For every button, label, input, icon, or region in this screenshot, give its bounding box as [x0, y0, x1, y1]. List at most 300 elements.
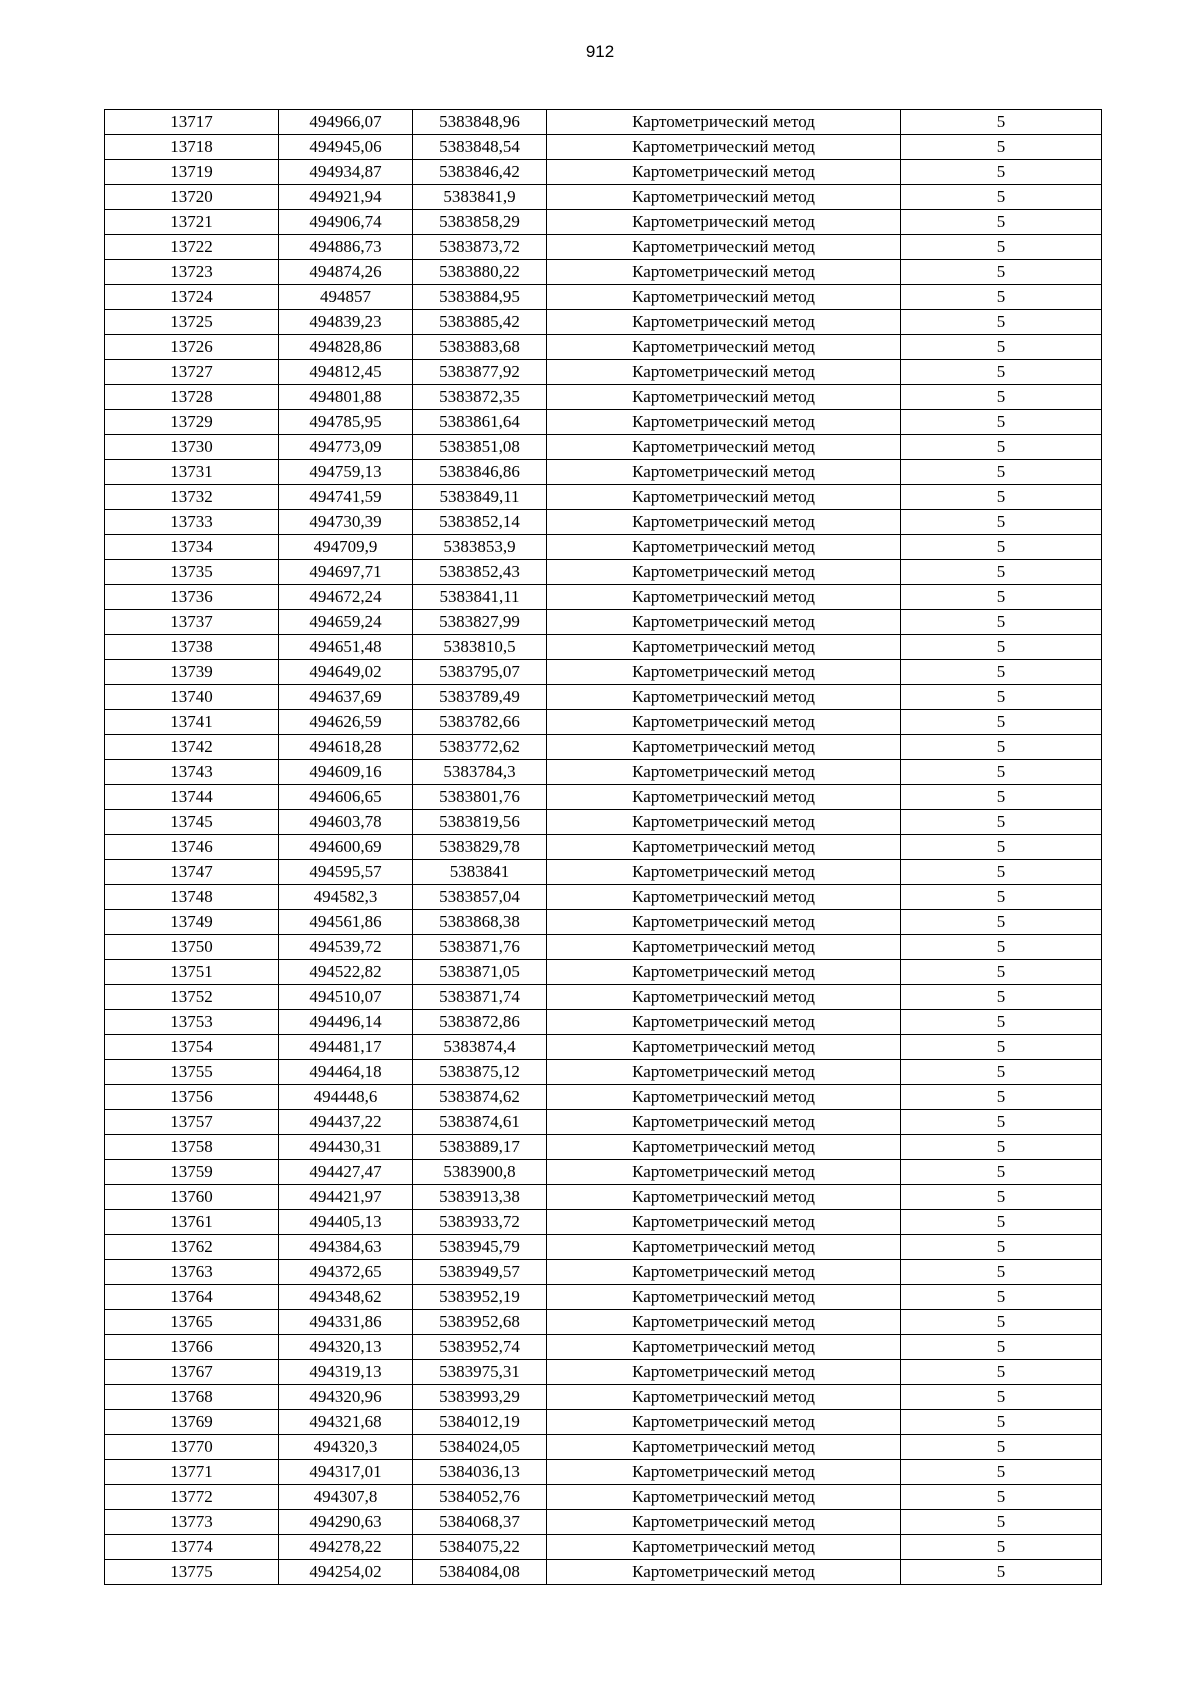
y-coordinate-cell: 5383975,31 — [413, 1360, 547, 1385]
accuracy-cell: 5 — [901, 110, 1102, 135]
x-coordinate-cell: 494496,14 — [279, 1010, 413, 1035]
x-coordinate-cell: 494886,73 — [279, 235, 413, 260]
table-row — [105, 185, 1102, 210]
point-number-cell: 13733 — [105, 510, 279, 535]
method-cell: Картометрический метод — [547, 185, 901, 210]
accuracy-cell: 5 — [901, 385, 1102, 410]
x-coordinate-cell: 494522,82 — [279, 960, 413, 985]
x-coordinate-cell: 494906,74 — [279, 210, 413, 235]
point-number-cell: 13722 — [105, 235, 279, 260]
point-number-cell: 13751 — [105, 960, 279, 985]
table-row — [105, 560, 1102, 585]
table-row — [105, 710, 1102, 735]
table-row — [105, 1185, 1102, 1210]
accuracy-cell: 5 — [901, 285, 1102, 310]
y-coordinate-cell: 5383846,42 — [413, 160, 547, 185]
accuracy-cell: 5 — [901, 985, 1102, 1010]
method-cell: Картометрический метод — [547, 1035, 901, 1060]
y-coordinate-cell: 5383871,05 — [413, 960, 547, 985]
table-row — [105, 1460, 1102, 1485]
method-cell: Картометрический метод — [547, 910, 901, 935]
accuracy-cell: 5 — [901, 460, 1102, 485]
y-coordinate-cell: 5383853,9 — [413, 535, 547, 560]
x-coordinate-cell: 494945,06 — [279, 135, 413, 160]
accuracy-cell: 5 — [901, 810, 1102, 835]
method-cell: Картометрический метод — [547, 510, 901, 535]
method-cell: Картометрический метод — [547, 810, 901, 835]
y-coordinate-cell: 5383848,96 — [413, 110, 547, 135]
y-coordinate-cell: 5383857,04 — [413, 885, 547, 910]
accuracy-cell: 5 — [901, 660, 1102, 685]
x-coordinate-cell: 494384,63 — [279, 1235, 413, 1260]
accuracy-cell: 5 — [901, 1210, 1102, 1235]
point-number-cell: 13741 — [105, 710, 279, 735]
y-coordinate-cell: 5384012,19 — [413, 1410, 547, 1435]
point-number-cell: 13734 — [105, 535, 279, 560]
table-row — [105, 1210, 1102, 1235]
x-coordinate-cell: 494649,02 — [279, 660, 413, 685]
method-cell: Картометрический метод — [547, 385, 901, 410]
x-coordinate-cell: 494421,97 — [279, 1185, 413, 1210]
point-number-cell: 13766 — [105, 1335, 279, 1360]
accuracy-cell: 5 — [901, 735, 1102, 760]
point-number-cell: 13769 — [105, 1410, 279, 1435]
x-coordinate-cell: 494254,02 — [279, 1560, 413, 1585]
accuracy-cell: 5 — [901, 1410, 1102, 1435]
point-number-cell: 13729 — [105, 410, 279, 435]
point-number-cell: 13736 — [105, 585, 279, 610]
x-coordinate-cell: 494730,39 — [279, 510, 413, 535]
table-row — [105, 685, 1102, 710]
x-coordinate-cell: 494372,65 — [279, 1260, 413, 1285]
table-row — [105, 310, 1102, 335]
table-row — [105, 160, 1102, 185]
y-coordinate-cell: 5383851,08 — [413, 435, 547, 460]
method-cell: Картометрический метод — [547, 1535, 901, 1560]
y-coordinate-cell: 5384036,13 — [413, 1460, 547, 1485]
y-coordinate-cell: 5383933,72 — [413, 1210, 547, 1235]
method-cell: Картометрический метод — [547, 735, 901, 760]
y-coordinate-cell: 5383874,61 — [413, 1110, 547, 1135]
x-coordinate-cell: 494741,59 — [279, 485, 413, 510]
method-cell: Картометрический метод — [547, 1385, 901, 1410]
method-cell: Картометрический метод — [547, 935, 901, 960]
x-coordinate-cell: 494437,22 — [279, 1110, 413, 1135]
x-coordinate-cell: 494773,09 — [279, 435, 413, 460]
method-cell: Картометрический метод — [547, 1485, 901, 1510]
point-number-cell: 13768 — [105, 1385, 279, 1410]
table-row — [105, 110, 1102, 135]
x-coordinate-cell: 494430,31 — [279, 1135, 413, 1160]
point-number-cell: 13752 — [105, 985, 279, 1010]
method-cell: Картометрический метод — [547, 1160, 901, 1185]
method-cell: Картометрический метод — [547, 1135, 901, 1160]
method-cell: Картометрический метод — [547, 710, 901, 735]
method-cell: Картометрический метод — [547, 285, 901, 310]
method-cell: Картометрический метод — [547, 1560, 901, 1585]
x-coordinate-cell: 494510,07 — [279, 985, 413, 1010]
table-row — [105, 960, 1102, 985]
point-number-cell: 13718 — [105, 135, 279, 160]
x-coordinate-cell: 494966,07 — [279, 110, 413, 135]
table-row — [105, 735, 1102, 760]
table-row — [105, 1410, 1102, 1435]
accuracy-cell: 5 — [901, 560, 1102, 585]
point-number-cell: 13721 — [105, 210, 279, 235]
y-coordinate-cell: 5383789,49 — [413, 685, 547, 710]
point-number-cell: 13749 — [105, 910, 279, 935]
accuracy-cell: 5 — [901, 785, 1102, 810]
y-coordinate-cell: 5383913,38 — [413, 1185, 547, 1210]
y-coordinate-cell: 5383900,8 — [413, 1160, 547, 1185]
point-number-cell: 13726 — [105, 335, 279, 360]
table-row — [105, 1485, 1102, 1510]
table-row — [105, 860, 1102, 885]
point-number-cell: 13717 — [105, 110, 279, 135]
table-row — [105, 235, 1102, 260]
x-coordinate-cell: 494348,62 — [279, 1285, 413, 1310]
x-coordinate-cell: 494561,86 — [279, 910, 413, 935]
x-coordinate-cell: 494857 — [279, 285, 413, 310]
x-coordinate-cell: 494828,86 — [279, 335, 413, 360]
accuracy-cell: 5 — [901, 1110, 1102, 1135]
accuracy-cell: 5 — [901, 760, 1102, 785]
y-coordinate-cell: 5383884,95 — [413, 285, 547, 310]
point-number-cell: 13758 — [105, 1135, 279, 1160]
y-coordinate-cell: 5384052,76 — [413, 1485, 547, 1510]
point-number-cell: 13756 — [105, 1085, 279, 1110]
accuracy-cell: 5 — [901, 1510, 1102, 1535]
y-coordinate-cell: 5383872,35 — [413, 385, 547, 410]
accuracy-cell: 5 — [901, 510, 1102, 535]
table-row — [105, 285, 1102, 310]
method-cell: Картометрический метод — [547, 985, 901, 1010]
accuracy-cell: 5 — [901, 1360, 1102, 1385]
method-cell: Картометрический метод — [547, 860, 901, 885]
x-coordinate-cell: 494317,01 — [279, 1460, 413, 1485]
x-coordinate-cell: 494600,69 — [279, 835, 413, 860]
point-number-cell: 13739 — [105, 660, 279, 685]
y-coordinate-cell: 5383880,22 — [413, 260, 547, 285]
table-row — [105, 835, 1102, 860]
method-cell: Картометрический метод — [547, 160, 901, 185]
method-cell: Картометрический метод — [547, 660, 901, 685]
table-row — [105, 460, 1102, 485]
y-coordinate-cell: 5383801,76 — [413, 785, 547, 810]
x-coordinate-cell: 494618,28 — [279, 735, 413, 760]
y-coordinate-cell: 5383848,54 — [413, 135, 547, 160]
point-number-cell: 13745 — [105, 810, 279, 835]
method-cell: Картометрический метод — [547, 260, 901, 285]
table-row — [105, 1435, 1102, 1460]
method-cell: Картометрический метод — [547, 110, 901, 135]
method-cell: Картометрический метод — [547, 1185, 901, 1210]
y-coordinate-cell: 5384075,22 — [413, 1535, 547, 1560]
y-coordinate-cell: 5383772,62 — [413, 735, 547, 760]
method-cell: Картометрический метод — [547, 1435, 901, 1460]
table-row — [105, 1335, 1102, 1360]
table-row — [105, 1035, 1102, 1060]
y-coordinate-cell: 5383827,99 — [413, 610, 547, 635]
y-coordinate-cell: 5383873,72 — [413, 235, 547, 260]
method-cell: Картометрический метод — [547, 1510, 901, 1535]
point-number-cell: 13750 — [105, 935, 279, 960]
point-number-cell: 13740 — [105, 685, 279, 710]
x-coordinate-cell: 494320,3 — [279, 1435, 413, 1460]
x-coordinate-cell: 494321,68 — [279, 1410, 413, 1435]
x-coordinate-cell: 494481,17 — [279, 1035, 413, 1060]
table-row — [105, 885, 1102, 910]
point-number-cell: 13742 — [105, 735, 279, 760]
method-cell: Картометрический метод — [547, 1235, 901, 1260]
y-coordinate-cell: 5384068,37 — [413, 1510, 547, 1535]
accuracy-cell: 5 — [901, 1535, 1102, 1560]
y-coordinate-cell: 5383945,79 — [413, 1235, 547, 1260]
accuracy-cell: 5 — [901, 1010, 1102, 1035]
x-coordinate-cell: 494539,72 — [279, 935, 413, 960]
accuracy-cell: 5 — [901, 535, 1102, 560]
x-coordinate-cell: 494709,9 — [279, 535, 413, 560]
accuracy-cell: 5 — [901, 910, 1102, 935]
accuracy-cell: 5 — [901, 185, 1102, 210]
x-coordinate-cell: 494934,87 — [279, 160, 413, 185]
table-row — [105, 635, 1102, 660]
method-cell: Картометрический метод — [547, 585, 901, 610]
table-row — [105, 1510, 1102, 1535]
table-row — [105, 585, 1102, 610]
point-number-cell: 13719 — [105, 160, 279, 185]
point-number-cell: 13760 — [105, 1185, 279, 1210]
table-row — [105, 810, 1102, 835]
point-number-cell: 13728 — [105, 385, 279, 410]
table-row — [105, 1260, 1102, 1285]
method-cell: Картометрический метод — [547, 885, 901, 910]
table-row — [105, 1110, 1102, 1135]
method-cell: Картометрический метод — [547, 335, 901, 360]
method-cell: Картометрический метод — [547, 460, 901, 485]
table-row — [105, 910, 1102, 935]
accuracy-cell: 5 — [901, 1260, 1102, 1285]
x-coordinate-cell: 494637,69 — [279, 685, 413, 710]
y-coordinate-cell: 5384084,08 — [413, 1560, 547, 1585]
point-number-cell: 13757 — [105, 1110, 279, 1135]
point-number-cell: 13761 — [105, 1210, 279, 1235]
x-coordinate-cell: 494448,6 — [279, 1085, 413, 1110]
accuracy-cell: 5 — [901, 160, 1102, 185]
x-coordinate-cell: 494319,13 — [279, 1360, 413, 1385]
accuracy-cell: 5 — [901, 710, 1102, 735]
method-cell: Картометрический метод — [547, 1335, 901, 1360]
accuracy-cell: 5 — [901, 1460, 1102, 1485]
table-row — [105, 1560, 1102, 1585]
point-number-cell: 13753 — [105, 1010, 279, 1035]
table-row — [105, 210, 1102, 235]
point-number-cell: 13763 — [105, 1260, 279, 1285]
y-coordinate-cell: 5383952,74 — [413, 1335, 547, 1360]
point-number-cell: 13755 — [105, 1060, 279, 1085]
y-coordinate-cell: 5383868,38 — [413, 910, 547, 935]
coordinates-table — [104, 109, 1102, 1585]
method-cell: Картометрический метод — [547, 1410, 901, 1435]
accuracy-cell: 5 — [901, 1435, 1102, 1460]
method-cell: Картометрический метод — [547, 760, 901, 785]
x-coordinate-cell: 494659,24 — [279, 610, 413, 635]
point-number-cell: 13735 — [105, 560, 279, 585]
method-cell: Картометрический метод — [547, 1110, 901, 1135]
table-row — [105, 1085, 1102, 1110]
accuracy-cell: 5 — [901, 260, 1102, 285]
x-coordinate-cell: 494606,65 — [279, 785, 413, 810]
y-coordinate-cell: 5383877,92 — [413, 360, 547, 385]
table-row — [105, 360, 1102, 385]
method-cell: Картометрический метод — [547, 835, 901, 860]
table-row — [105, 1535, 1102, 1560]
table-row — [105, 785, 1102, 810]
x-coordinate-cell: 494290,63 — [279, 1510, 413, 1535]
x-coordinate-cell: 494405,13 — [279, 1210, 413, 1235]
accuracy-cell: 5 — [901, 885, 1102, 910]
point-number-cell: 13773 — [105, 1510, 279, 1535]
x-coordinate-cell: 494307,8 — [279, 1485, 413, 1510]
point-number-cell: 13747 — [105, 860, 279, 885]
x-coordinate-cell: 494651,48 — [279, 635, 413, 660]
accuracy-cell: 5 — [901, 410, 1102, 435]
method-cell: Картометрический метод — [547, 360, 901, 385]
y-coordinate-cell: 5383871,74 — [413, 985, 547, 1010]
table-row — [105, 410, 1102, 435]
point-number-cell: 13770 — [105, 1435, 279, 1460]
y-coordinate-cell: 5383871,76 — [413, 935, 547, 960]
accuracy-cell: 5 — [901, 485, 1102, 510]
y-coordinate-cell: 5383889,17 — [413, 1135, 547, 1160]
table-row — [105, 1060, 1102, 1085]
x-coordinate-cell: 494582,3 — [279, 885, 413, 910]
accuracy-cell: 5 — [901, 1285, 1102, 1310]
y-coordinate-cell: 5383861,64 — [413, 410, 547, 435]
table-row — [105, 535, 1102, 560]
method-cell: Картометрический метод — [547, 1085, 901, 1110]
method-cell: Картометрический метод — [547, 535, 901, 560]
y-coordinate-cell: 5383872,86 — [413, 1010, 547, 1035]
point-number-cell: 13731 — [105, 460, 279, 485]
method-cell: Картометрический метод — [547, 210, 901, 235]
x-coordinate-cell: 494874,26 — [279, 260, 413, 285]
y-coordinate-cell: 5383874,62 — [413, 1085, 547, 1110]
accuracy-cell: 5 — [901, 135, 1102, 160]
method-cell: Картометрический метод — [547, 1260, 901, 1285]
accuracy-cell: 5 — [901, 310, 1102, 335]
point-number-cell: 13748 — [105, 885, 279, 910]
x-coordinate-cell: 494331,86 — [279, 1310, 413, 1335]
accuracy-cell: 5 — [901, 960, 1102, 985]
accuracy-cell: 5 — [901, 1310, 1102, 1335]
y-coordinate-cell: 5383858,29 — [413, 210, 547, 235]
point-number-cell: 13774 — [105, 1535, 279, 1560]
table-row — [105, 760, 1102, 785]
accuracy-cell: 5 — [901, 610, 1102, 635]
y-coordinate-cell: 5383874,4 — [413, 1035, 547, 1060]
table-row — [105, 1010, 1102, 1035]
method-cell: Картометрический метод — [547, 610, 901, 635]
method-cell: Картометрический метод — [547, 235, 901, 260]
table-row — [105, 1385, 1102, 1410]
point-number-cell: 13737 — [105, 610, 279, 635]
point-number-cell: 13767 — [105, 1360, 279, 1385]
x-coordinate-cell: 494839,23 — [279, 310, 413, 335]
method-cell: Картометрический метод — [547, 1460, 901, 1485]
table-row — [105, 335, 1102, 360]
table-row — [105, 1160, 1102, 1185]
x-coordinate-cell: 494921,94 — [279, 185, 413, 210]
point-number-cell: 13772 — [105, 1485, 279, 1510]
accuracy-cell: 5 — [901, 685, 1102, 710]
point-number-cell: 13723 — [105, 260, 279, 285]
y-coordinate-cell: 5383846,86 — [413, 460, 547, 485]
y-coordinate-cell: 5383841 — [413, 860, 547, 885]
y-coordinate-cell: 5383993,29 — [413, 1385, 547, 1410]
table-row — [105, 135, 1102, 160]
y-coordinate-cell: 5383949,57 — [413, 1260, 547, 1285]
point-number-cell: 13725 — [105, 310, 279, 335]
x-coordinate-cell: 494603,78 — [279, 810, 413, 835]
table-row — [105, 1310, 1102, 1335]
accuracy-cell: 5 — [901, 335, 1102, 360]
method-cell: Картометрический метод — [547, 435, 901, 460]
method-cell: Картометрический метод — [547, 1285, 901, 1310]
y-coordinate-cell: 5383810,5 — [413, 635, 547, 660]
point-number-cell: 13765 — [105, 1310, 279, 1335]
point-number-cell: 13732 — [105, 485, 279, 510]
x-coordinate-cell: 494697,71 — [279, 560, 413, 585]
accuracy-cell: 5 — [901, 1135, 1102, 1160]
table-row — [105, 385, 1102, 410]
accuracy-cell: 5 — [901, 435, 1102, 460]
y-coordinate-cell: 5383883,68 — [413, 335, 547, 360]
method-cell: Картометрический метод — [547, 1060, 901, 1085]
method-cell: Картометрический метод — [547, 785, 901, 810]
accuracy-cell: 5 — [901, 835, 1102, 860]
point-number-cell: 13724 — [105, 285, 279, 310]
accuracy-cell: 5 — [901, 1485, 1102, 1510]
table-row — [105, 1135, 1102, 1160]
accuracy-cell: 5 — [901, 635, 1102, 660]
accuracy-cell: 5 — [901, 210, 1102, 235]
accuracy-cell: 5 — [901, 1385, 1102, 1410]
table-row — [105, 1360, 1102, 1385]
accuracy-cell: 5 — [901, 1235, 1102, 1260]
table-row — [105, 610, 1102, 635]
x-coordinate-cell: 494785,95 — [279, 410, 413, 435]
y-coordinate-cell: 5383885,42 — [413, 310, 547, 335]
accuracy-cell: 5 — [901, 585, 1102, 610]
x-coordinate-cell: 494595,57 — [279, 860, 413, 885]
method-cell: Картометрический метод — [547, 635, 901, 660]
table-row — [105, 485, 1102, 510]
x-coordinate-cell: 494278,22 — [279, 1535, 413, 1560]
point-number-cell: 13727 — [105, 360, 279, 385]
method-cell: Картометрический метод — [547, 310, 901, 335]
y-coordinate-cell: 5384024,05 — [413, 1435, 547, 1460]
method-cell: Картометрический метод — [547, 485, 901, 510]
y-coordinate-cell: 5383829,78 — [413, 835, 547, 860]
point-number-cell: 13730 — [105, 435, 279, 460]
x-coordinate-cell: 494320,96 — [279, 1385, 413, 1410]
point-number-cell: 13746 — [105, 835, 279, 860]
x-coordinate-cell: 494672,24 — [279, 585, 413, 610]
point-number-cell: 13762 — [105, 1235, 279, 1260]
point-number-cell: 13775 — [105, 1560, 279, 1585]
method-cell: Картометрический метод — [547, 135, 901, 160]
